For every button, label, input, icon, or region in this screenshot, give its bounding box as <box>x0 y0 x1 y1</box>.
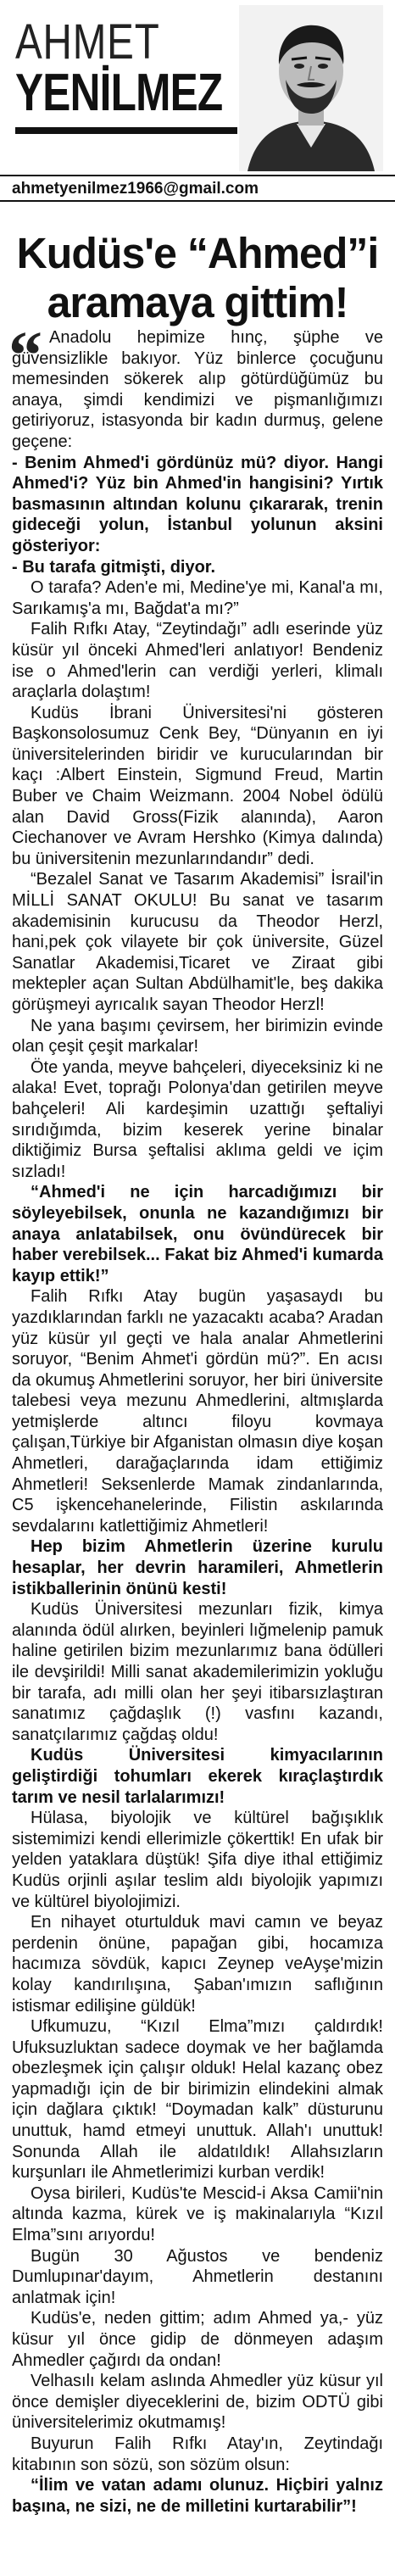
author-portrait-illustration <box>239 5 383 171</box>
author-last-name: YENİLMEZ <box>15 64 223 122</box>
paragraph-02 <box>12 453 383 557</box>
paragraph-20: Kudüs'e, neden gittim; adım Ahmed ya,- yüz küsur yıl önce gidip de dönmeyen adaşım Ahmedler çağırdı da ondan! <box>12 2309 383 2370</box>
paragraph-12: Hep bizim Ahmetlerin üzerine kurulu hesaplar, her devrin haramileri, Ahmetlerin istikballerinin önünü kesti! <box>12 1537 383 1598</box>
paragraph-03 <box>12 557 383 578</box>
paragraph-04: O tarafa? Aden'e mi, Medine'ye mi, Kanal'a mı, Sarıkamış'a mı, Bağdat'a mı?” <box>12 578 383 618</box>
paragraph-07: “Bezalel Sanat ve Tasarım Akademisi” İsrail'in MİLLİ SANAT OKULU! Bu sanat ve tasarım akademisinin kurucusu da Theodor Herzl, hani,pek çok vilayete bir çok üniversite, Güzel Sanatlar Akademisi,Ticaret ve Ziraat gibi mektepler açan Sultan Abdülhamit'le, beş dakika görüşmeyi ayrıcalık sayan Theodor Herzl! <box>12 870 383 1014</box>
paragraph-02-text: - Benim Ahmed'i gördünüz mü? diyor. Hangi Ahmed'i? Yüz bin Ahmed'in hangisini? Yırtık basmasının altından kolunu çıkararak, trenin gideceği yolun, İstanbul yolunun aksini gösteriyor: <box>12 453 383 555</box>
paragraph-09: Öte yanda, meyve bahçeleri, diyeceksiniz ki ne alaka! Evet, toprağı Polonya'dan getirilen meyve bahçeleri! Ali kardeşimin uzattığı şeftaliyi sırıdığımda, bizim keserek yerine binalar diktiğimiz Bursa şeftalisi aklıma geldi ve içim sızladı! <box>12 1057 383 1181</box>
paragraph-17: Ufkumuzu, “Kızıl Elma”mızı çaldırdık! Ufuksuzluktan sadece doymak ve her bağlamda obezleşmek için çalışır olduk! Helal kazanç obez yapmadığı için de bir birimizin elindekini almak için dağlara çıktık! “Doymadan kalk” düsturunu unuttuk, hamd etmeyi unuttuk. Allah'ı unuttuk! Sonunda Allah ile aldatıldık! Allahsızların kurşunları ile Ahmetlerimizi kurban verdik! <box>12 2017 383 2183</box>
column-header <box>0 0 395 220</box>
paragraph-19: Bugün 30 Ağustos ve bendeniz Dumlupınar'dayım, Ahmetlerin destanını anlatmak için! <box>12 2246 383 2307</box>
headline-line-2: aramaya gittim! <box>47 278 348 326</box>
paragraph-11: Falih Rıfkı Atay bugün yaşasaydı bu yazdıklarından farklı ne yazacaktı acaba? Aradan yüz küsür yıl geçti ve hala analar Ahmetlerini soruyor, “Benim Ahmet'i gördün mü?”. En acısı da okumuş Ahmetlerini soruyor, her biri üniversite talebesi veya mezunu Ahmedlerini, altmışlarda yetmişlerde altıncı filoyu kovmaya çalışan,Türkiye bir Afganistan olmasın diye koşan Ahmetleri, darağaçlarında idam ettiğimiz Ahmetleri! Seksenlerde Mamak zindanlarında, C5 işkencehanelerinde, Filistin askılarında sevdalarını katlettiğimiz Ahmetleri! <box>12 1287 383 1536</box>
author-email[interactable]: ahmetyenilmez1966@gmail.com <box>0 175 395 202</box>
author-first-name: AHMET <box>15 14 160 70</box>
paragraph-15: Hülasa, biyolojik ve kültürel bağışıklık sistemimizi kendi ellerimizle çökerttik! En ufak bir yelden yataklara düştük! Şifa diye ithal ettiğimiz Kudüs orjinli aşılar teslim aldı biyolojik yapımızı ve kültürel biyolojimizi. <box>12 1809 383 1911</box>
paragraph-22: Buyurun Falih Rıfkı Atay'ın, Zeytindağı kitabının son sözü, son sözüm olsun: <box>12 2434 383 2474</box>
paragraph-10: “Ahmed'i ne için harcadığımızı bir söyleyebilsek, onunla ne kazandığımızı bir anaya anlatabilsek, onu övündürecek bir haber verebilsek... Fakat biz Ahmed'i kumarda kayıp ettik!” <box>12 1183 383 1285</box>
article-headline <box>4 229 392 327</box>
article-body <box>0 319 395 2517</box>
author-underline <box>15 127 237 134</box>
paragraph-18: Oysa birileri, Kudüs'te Mescid-i Aksa Camii'nin altında kazma, kürek ve iş makinalarıyla “Kızıl Elma”sını arıyordu! <box>12 2183 383 2245</box>
paragraph-05: Falih Rıfkı Atay, “Zeytindağı” adlı eserinde yüz küsür yıl önceki Ahmed'leri anlatıyor! Bendeniz ise o Ahmed'lerin can verdiği yerleri, klimalı araçlarla dolaştım! <box>12 620 383 702</box>
paragraph-21: Velhasılı kelam aslında Ahmedler yüz küsur yıl önce demişler diyeceklerini de, bizim ODTÜ gibi üniversitelerimiz okutmamış! <box>12 2372 383 2433</box>
paragraph-13: Kudüs Üniversitesi mezunları fizik, kimya alanında ödül alırken, beyinleri lığmelenip pamuk haline getirilen bizim mezunlarımız bana ödülleri ile devşirildi! Milli sanat akademilerimizin yokluğu bir tarafa, adı milli olan her şeyi itibarsızlaştıran sanatımız çağdaşlık (!) vasfını kazandı, sanatçılarımız çağdaş oldu! <box>12 1600 383 1744</box>
paragraph-01: Anadolu hepimize hınç, şüphe ve güvensizlikle bakıyor. Yüz binlerce çocuğunu memesinden sökerek alıp götürdüğümüz bu anaya, şimdi kendimizi ve pişmanlığımızı getiriyoruz, istasyonda bir kadın durmuş, gelene geçene: <box>12 328 383 451</box>
headline-line-1: Kudüs'e “Ahmed”i <box>16 229 379 277</box>
opening-quote-mark: “ <box>8 319 42 393</box>
paragraph-08: Ne yana başımı çevirsem, her birimizin evinde olan çeşit çeşit markalar! <box>12 1016 383 1057</box>
paragraph-03-text: - Bu tarafa gitmişti, diyor. <box>12 557 216 577</box>
author-portrait <box>239 5 383 171</box>
paragraph-16: En nihayet oturtulduk mavi camın ve beyaz perdenin önüne, papağan gibi, hocamıza hacımıza sövdük, kapıcı Zeynep veAyşe'mizin kolay kandırılışına, Şaban'ımızın saflığının istismar edilişine güldük! <box>12 1913 383 2016</box>
paragraph-23: “İlim ve vatan adamı olunuz. Hiçbiri yalnız başına, ne sizi, ne de milletini kurtarabilir”! <box>12 2476 383 2516</box>
paragraph-06: Kudüs İbrani Üniversitesi'ni gösteren Başkonsolosumuz Cenk Bey, “Dünyanın en iyi üniversitelerinden biridir ve kurucularından bir kaçı :Albert Einstein, Sigmund Freud, Martin Buber ve Chaim Weizmann. 2004 Nobel ödülü alan David Gross(Fizik alanında), Aaron Ciechanover ve Avram Hershko (Kimya dalında) bu üniversitenin mezunlarındandır” dedi. <box>12 703 383 868</box>
paragraph-14: Kudüs Üniversitesi kimyacılarının geliştirdiği tohumları ekerek kıraçlaştırdık tarım ve nesil tarlalarımızı! <box>12 1746 383 1807</box>
